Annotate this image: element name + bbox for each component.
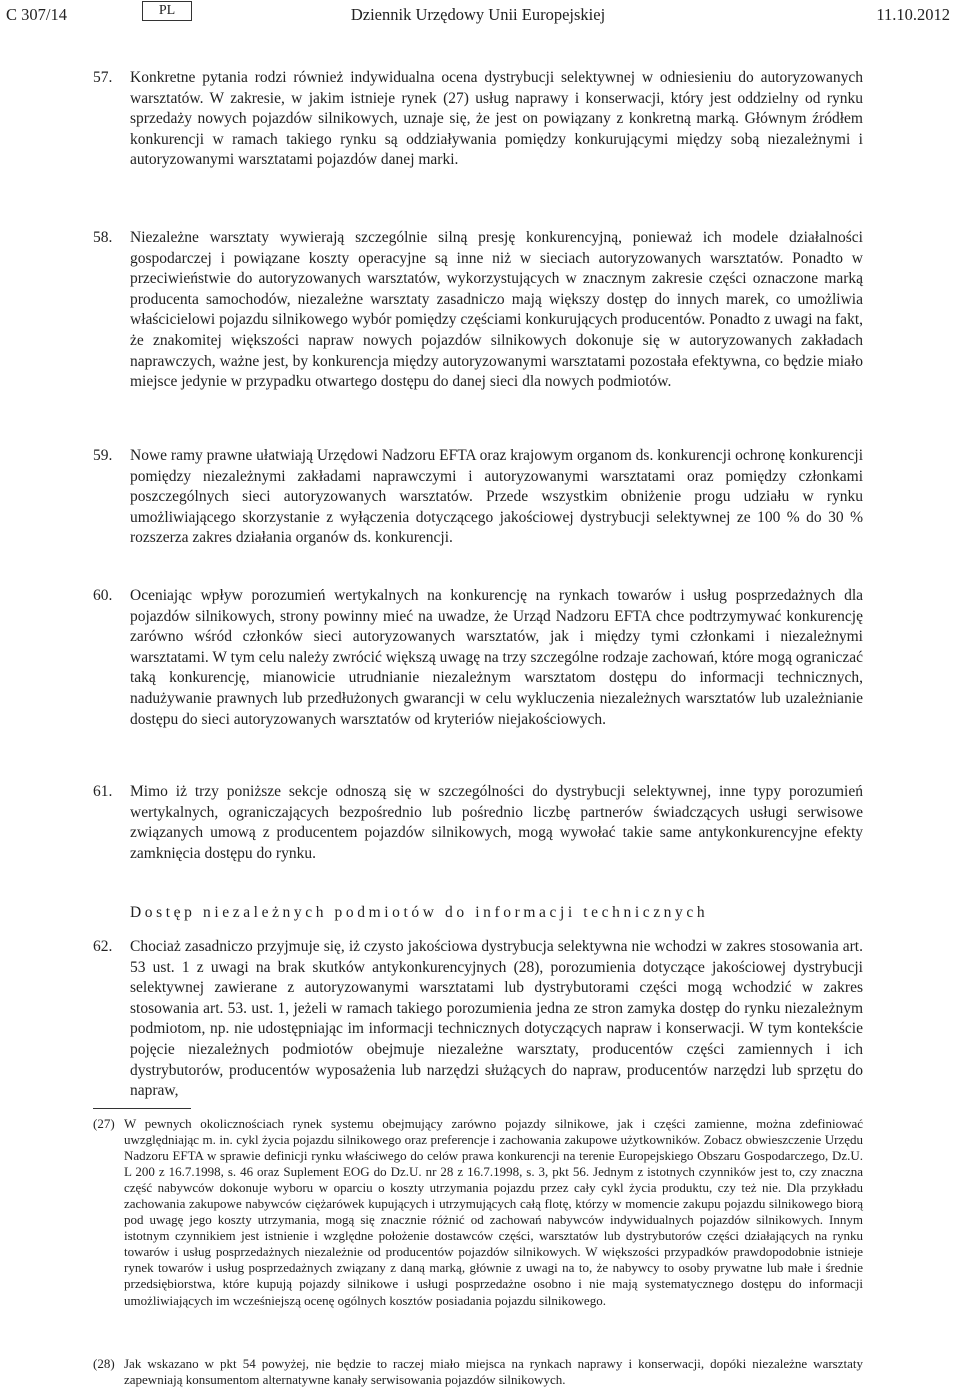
language-code-box: PL — [142, 1, 192, 21]
publication-date: 11.10.2012 — [876, 5, 950, 24]
paragraph-text: Chociaż zasadniczo przyjmuje się, iż czysto jakościowa dystrybucja selektywna nie wchodzi w zakres stosowania art. 53 ust. 1 z uwagi na brak skutków antykonkurencyjnych (28), porozumienia dotyczące jakościowej dystrybucji selektywnej zawierane z autoryzowanymi warsztatami lub dystrybutorami części mogą wchodzić w zakres stosowania art. 53. ust. 1, jeżeli w ramach takiego porozumienia jedna ze stron zamyka dostęp do rynku niezależnym podmiotom, np. nie udostępniając im informacji technicznych dotyczących napraw i konserwacji. W tym kontekście pojęcie niezależnych podmiotów obejmuje niezależne warsztaty, producentów części zamiennych i ich dystrybutorów, producentów wyposażenia lub narzędzi służących do napraw, producentów narzędzi lub sprzętu do napraw, — [130, 938, 863, 1100]
paragraph-text: Mimo iż trzy poniższe sekcje odnoszą się w szczególności do dystrybucji selektywnej, inne typy porozumień wertykalnych, ograniczających bezpośrednio lub pośrednio liczbę partnerów świadczących usługi serwisowe związanych umową z producentem pojazdów silnikowych, mogą wywołać takie same antykonkurencyjne efekty zamknięcia dostępu do rynku. — [130, 783, 863, 862]
paragraph-60 — [93, 586, 863, 730]
paragraph-text: Nowe ramy prawne ułatwiają Urzędowi Nadzoru EFTA oraz krajowym organom ds. konkurencji ochronę konkurencji pomiędzy niezależnymi zakładami naprawczymi i autoryzowanymi warsztatami oraz pomiędzy członkami poszczególnych sieci autoryzowanych warsztatów. Przede wszystkim obniżenie progu udziału w rynku umożliwiającego skorzystanie z wyłączenia dotyczącego jakościowej dystrybucji selektywnej ze 100 % do 30 % rozszerza zakres działania organów ds. konkurencji. — [130, 447, 863, 547]
footnote-divider — [93, 1108, 191, 1109]
paragraph-number: 62. — [93, 938, 113, 955]
paragraph-61 — [93, 782, 863, 864]
paragraph-59 — [93, 446, 863, 549]
paragraph-number: 61. — [93, 783, 113, 800]
footnote-number: (28) — [93, 1356, 115, 1371]
paragraph-number: 60. — [93, 587, 113, 604]
paragraph-number: 58. — [93, 229, 113, 246]
footnote-27 — [93, 1116, 863, 1309]
paragraph-number: 57. — [93, 69, 113, 86]
footnote-28 — [93, 1356, 863, 1388]
page-reference: C 307/14 — [6, 5, 67, 24]
footnote-number: (27) — [93, 1116, 115, 1131]
paragraph-62 — [93, 937, 863, 1102]
paragraph-text: Oceniając wpływ porozumień wertykalnych na konkurencję na rynkach towarów i usług posprzedażnych dla pojazdów silnikowych, strony powinny mieć na uwadze, że Urząd Nadzoru EFTA chce podtrzymywać konkurencję zarówno wśród członków sieci autoryzowanych warsztatów, jak i między tymi członkami i niezależnymi warsztatami. W tym celu należy zwrócić większą uwagę na trzy szczególne rodzaje zachowań, które mogą ograniczać taką konkurencję, mianowicie utrudnianie niezależnym warsztatom dostępu do informacji technicznych, nadużywanie prawnych lub przedłużonych gwarancji w celu wykluczenia niezależnych warsztatów lub uzależnianie dostępu do sieci autoryzowanych warsztatów od kryteriów niejakościowych. — [130, 587, 863, 728]
footnote-text: Jak wskazano w pkt 54 powyżej, nie będzie to raczej miało miejsca na rynkach naprawy i konserwacji, dopóki niezależne warsztaty zapewniają konsumentom alternatywne kanały serwisowania pojazdów silnikowych. — [124, 1356, 863, 1388]
paragraph-58 — [93, 228, 863, 393]
journal-title: Dziennik Urzędowy Unii Europejskiej — [350, 5, 606, 24]
paragraph-text: Konkretne pytania rodzi również indywidualna ocena dystrybucji selektywnej w odniesieniu do autoryzowanych warsztatów. W zakresie, w jakim istnieje rynek (27) usług naprawy i konserwacji, który jest oddzielny od rynku sprzedaży nowych pojazdów silnikowych, uznaje się, że jest on powiązany z konkretną marką. Głównym źródłem konkurencji w ramach takiego rynku są oddziaływania pomiędzy konkurującymi między sobą niezależnymi i autoryzowanymi warsztatami pojazdów danej marki. — [130, 69, 863, 169]
section-heading: Dostęp niezależnych podmiotów do informacji technicznych — [130, 904, 709, 921]
footnote-text: W pewnych okolicznościach rynek systemu obejmujący zarówno pojazdy silnikowe, jak i części zamienne, można zdefiniować uwzględniając m. in. cykl życia pojazdu silnikowego oraz preferencje i zachowania zakupowe użytkowników. Zobacz obwieszczenie Urzędu Nadzoru EFTA w sprawie definicji rynku właściwego do celów prawa konkurencji na terenie Europejskiego Obszaru Gospodarczego, Dz.U. L 200 z 16.7.1998, s. 46 oraz Suplement EOG do Dz.U. nr 28 z 16.7.1998, s. 3, pkt 56. Jednym z istotnych czynników jest to, czy znaczna część nabywców dokonuje wyboru w oparciu o koszty utrzymania pojazdu przez cały cykl życia produktu, czy też nie. Dla przykładu zachowania zakupowe nabywców ciężarówek kupujących i utrzymujących całą flotę, którzy w momencie zakupu pojazdu silnikowego biorą pod uwagę jego koszty utrzymania, mogą się znacznie różnić od zachowań nabywców indywidualnych pojazdów silnikowych. Innym istotnym czynnikiem jest istnienie i względne położenie dostawców części, warsztatów lub dystrybutorów części działających na rynku towarów i usług posprzedażnych niezależnie od producentów pojazdów silnikowych. W większości przypadków prawdopodobnie istnieje rynek towarów i usług posprzedażnych związany z daną marką, głównie z uwagi na to, że nabywcy to osoby prywatne lub małe i średnie przedsiębiorstwa, które kupują pojazdy silnikowe i usługi posprzedażne osobno i nie mają systematycznego dostępu do informacji umożliwiających im wcześniejszą ocenę ogólnych kosztów posiadania pojazdu silnikowego. — [124, 1116, 863, 1308]
paragraph-text: Niezależne warsztaty wywierają szczególnie silną presję konkurencyjną, ponieważ ich modele działalności gospodarczej i powiązane koszty operacyjne są inne niż w sieciach autoryzowanych warsztatów. Ponadto w przeciwieństwie do autoryzowanych warsztatów, wykorzystujących w znacznym zakresie części oznaczone marką producenta samochodów, niezależne warsztaty zasadniczo mają większy dostęp do innych marek, co umożliwia właścicielowi pojazdu silnikowego wybór pomiędzy częściami konkurujących producentów. Ponadto z uwagi na fakt, że znakomitej większości napraw nowych pojazdów silnikowych dokonuje się w autoryzowanych zakładach naprawczych, ważne jest, by konkurencja między autoryzowanymi warsztatami pozostała efektywna, co będzie miało miejsce jedynie w przypadku otwartego dostępu do danej sieci dla nowych podmiotów. — [130, 229, 863, 391]
page-header — [6, 4, 950, 26]
paragraph-number: 59. — [93, 447, 113, 464]
paragraph-57 — [93, 68, 863, 171]
